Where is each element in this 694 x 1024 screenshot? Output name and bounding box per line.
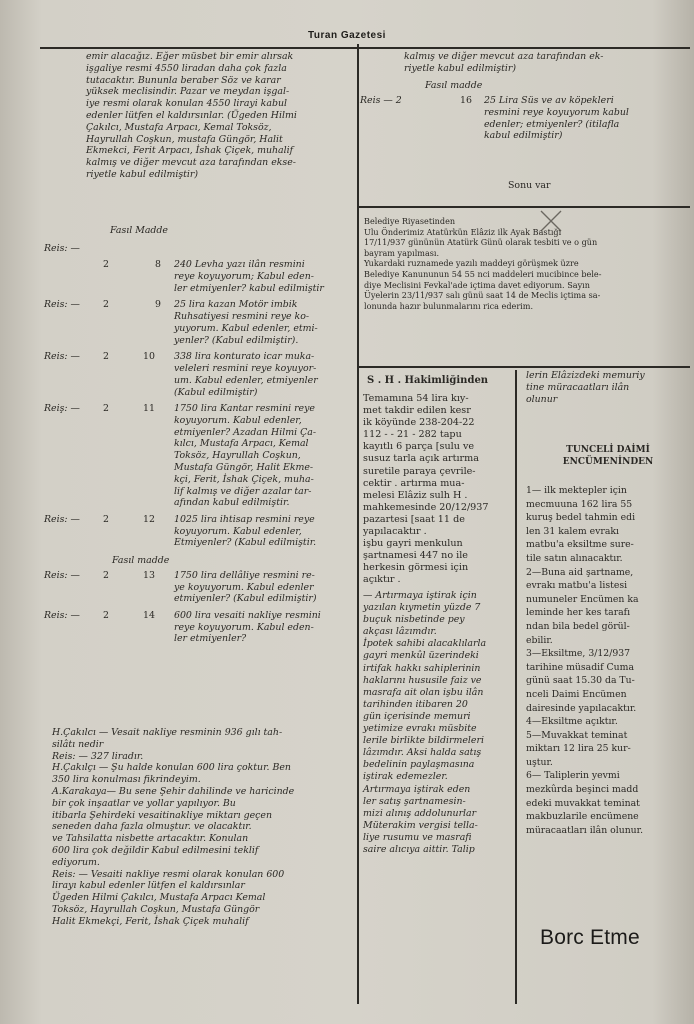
masthead: Turan Gazetesi: [308, 30, 386, 41]
tunceli-line: günü saat 15.30 da Tu-: [526, 675, 635, 687]
tunceli-line: mezkûrda beşinci madd: [526, 784, 639, 796]
intro-line: emir alacağız. Eğer müsbet bir emir alırsak: [86, 51, 294, 62]
entry-line: 1025 lira ihtisap resmini reye: [174, 513, 315, 525]
col2-entry-line: resmini reye koyuyorum kabul: [484, 106, 629, 118]
entry-line: yenler? (Kabul edilmiştir).: [174, 334, 299, 346]
entry-fasil: 2: [103, 569, 109, 581]
entry-body: [174, 570, 356, 605]
tail-line: 600 lira çok değildir Kabul edilmesini teklif: [52, 844, 259, 856]
tunceli-line: 1— ilk mektepler için: [526, 485, 627, 496]
tunceli-line: 5—Muvakkat teminat: [526, 729, 628, 741]
hakim-title: S . H . Hakimliğinden: [367, 375, 489, 386]
entry-label: Reis: —: [44, 609, 80, 621]
intro-line: Hayrullah Coşkun, mustafa Güngör, Halit: [86, 133, 283, 145]
column1-fasil-madde-header-2: Fasıl madde: [112, 554, 170, 566]
tunceli-line: evrakı matbu'a listesi: [526, 580, 628, 592]
tail-line: Reis: — Vesaiti nakliye resmi olarak konulan 600: [52, 868, 285, 880]
hakim-italic-line: İpotek sahibi alacaklılarla: [363, 638, 487, 650]
entry-line: 25 lira kazan Motör imbik: [174, 299, 298, 311]
tunceli-line: uştur.: [526, 756, 553, 768]
hakim-italic-line: bedelinin paylaşmasına: [363, 759, 475, 771]
hakim-italic-line: iştirak edemezler.: [363, 771, 448, 783]
entry-fasil: 2: [103, 403, 109, 414]
hakim-line: 112 - - 21 - 282 tapu: [363, 429, 462, 441]
column-divider-1: [357, 44, 359, 1004]
entry-madde: 11: [143, 403, 155, 414]
hakim-italic-line: buçuk nisbetinde pey: [363, 614, 465, 626]
tail-line: silâtı nedir: [52, 738, 104, 750]
belediye-line: 17/11/937 gününün Atatürk Günü olarak tesbiti ve o gün: [364, 237, 598, 248]
entry-body: [174, 403, 356, 509]
tunceli-line: kuruş bedel tahmin edi: [526, 512, 636, 524]
intro-line: Çakılcı, Mustafa Arpacı, Kemal Toksöz,: [86, 121, 272, 133]
entry-label: Reis: —: [44, 569, 80, 581]
tail-line: Reis: — 327 liradır.: [52, 750, 144, 762]
entry-line: Mustafa Güngör, Halit Ekme-: [174, 461, 314, 473]
col2-entry-line: edenler; etmiyenler? (itilafla: [484, 118, 620, 130]
entry-label: Reis: —: [44, 351, 80, 363]
tunceli-line: 4—Eksiltme açıktır.: [526, 716, 618, 728]
hakim-italic-line: — Artırmaya iştirak için: [363, 590, 477, 601]
tunceli-line: leminde her kes tarafı: [526, 607, 631, 619]
hakim-line: suretile paraya çevrile-: [363, 465, 476, 477]
hakim-italic-line: gün içerisinde memuri: [363, 710, 471, 722]
hakim-body: [363, 393, 513, 587]
entry-line: Ruhsatiyesi resmini reye ko-: [174, 311, 310, 323]
tunceli-line: dairesinde yapılacaktır.: [526, 702, 637, 714]
hakim-italic-line: saire alıcıya aittir. Talip: [363, 843, 475, 855]
hakim-italic-line: tarihinden itibaren 20: [363, 698, 468, 710]
hakim-italic-line: yetimize evrakı müsbite: [363, 723, 477, 735]
entry-body: [174, 610, 356, 645]
tail-line: 350 lira konulması fikrindeyim.: [52, 774, 201, 786]
tail-line: lirayı kabul edenler lütfen el kaldırsınlar: [52, 880, 245, 892]
belediye-line: Belediye Riyasetinden: [364, 216, 456, 226]
col2-entry-line: kabul edilmiştir): [484, 130, 563, 142]
hakim-line: açıktır .: [363, 574, 401, 586]
hakim-italic-line: ler satış şartnamesin-: [363, 795, 466, 807]
tunceli-title: [526, 445, 690, 469]
hakim-line: kayıtlı 6 parça [sulu ve: [363, 441, 475, 453]
hakim-italic-line: yazılan kıymetin yüzde 7: [363, 602, 481, 614]
hakim-line: pazartesi [saat 11 de: [363, 513, 465, 525]
entry-line: 240 Levha yazı ilân resmini: [174, 259, 305, 271]
entry-line: kılcı, Mustafa Arpacı, Kemal: [174, 438, 309, 450]
entry-fasil: 2: [103, 299, 109, 311]
belediye-line: Belediye Kanununun 54 55 nci maddeleri mucibince bele-: [364, 268, 602, 279]
tail-line: Ügeden Hilmi Çakılcı, Mustafa Arpacı Kemal: [52, 892, 266, 904]
entry-line: kçi, Ferit, İshak Çiçek, muha-: [174, 473, 314, 485]
intro-line: edenler lütfen el kaldırsınlar. (Ügeden Hilmi: [86, 109, 297, 121]
tail-line: ve Tahsilatta nisbette artacaktır. Konulan: [52, 833, 249, 845]
entry-label: Reiş: —: [44, 403, 80, 414]
entry-line: koyuyorum. Kabul edenler,: [174, 525, 302, 537]
hakim-italic-line: irtifak hakkı sahiplerinin: [363, 662, 481, 674]
hakim-line: yapılacaktır .: [363, 526, 427, 538]
entry-fasil: 2: [103, 351, 109, 363]
col2-entry-line: 25 Lira Süs ve av köpekleri: [484, 95, 614, 106]
tunceli-line: ebilir.: [526, 634, 553, 646]
tail-line: Toksöz, Hayrullah Coşkun, Mustafa Güngör: [52, 903, 260, 915]
tunceli-line: 3—Eksiltme, 3/12/937: [526, 648, 631, 660]
tail-line: Halit Ekmekçi, Ferit, İshak Çiçek muhalif: [52, 915, 249, 927]
tunceli-line: miktarı 12 lira 25 kur-: [526, 743, 631, 755]
hakim-italic-line: Müterakim vergisi tella-: [363, 819, 478, 831]
tail-line: ediyorum.: [52, 856, 100, 868]
entry-line: lif kalmış ve diğer azalar tar-: [174, 485, 312, 497]
intro-line: kalmış ve diğer mevcut aza tarafından ekse-: [86, 157, 296, 169]
hakim-body-italic: [363, 590, 513, 856]
hakim-italic-line: masrafa ait olan işbu ilân: [363, 686, 484, 698]
col2-line: riyetle kabul edilmiştir): [404, 62, 517, 74]
intro-line: riyetle kabul edilmiştir): [86, 168, 199, 180]
hakim-italic-line: akçası lâzımdır.: [363, 626, 437, 638]
entry-line: ye koyuyorum. Kabul edenler: [174, 581, 314, 593]
column-divider-2: [515, 370, 517, 1004]
hakim-italic-line: Artırmaya iştirak eden: [363, 783, 471, 795]
entry-line: 600 lira vesaiti nakliye resmini: [174, 609, 321, 621]
tunceli-line: tile satın alınacaktır.: [526, 552, 623, 564]
belediye-line: diye Meclisini Fevkal'ade içtima davet ediyorum. Sayın: [364, 279, 590, 290]
tunceli-line: tarihine müsadif Cuma: [526, 661, 634, 673]
tunceli-line: makbuzlarile encümene: [526, 811, 639, 823]
hakim-italic-line: mizi alınış addolunurlar: [363, 807, 477, 819]
tunceli-line: nceli Daimi Encümen: [526, 688, 627, 700]
entry-fasil: 2: [103, 259, 109, 271]
hakim-line: met takdir edilen kesr: [363, 405, 471, 417]
column2-entry-madde: 16: [460, 95, 472, 106]
tail-line: H.Çakılçı — Şu halde konulan 600 lira çoktur. Ben: [52, 762, 291, 774]
tunceli-title-line: ENCÜMENİNDEN: [562, 456, 654, 467]
tunceli-line: numuneler Encümen ka: [526, 593, 639, 605]
column2-top: [404, 51, 690, 75]
belediye-line: Üyelerin 23/11/937 salı günü saat 14 de Meclis içtima sa-: [364, 290, 601, 301]
intro-line: Ekmekci, Ferit Arpacı, İshak Çiçek, muhalif: [86, 145, 294, 157]
entry-line: ler etmiyenler? kabul edilmiştir: [174, 282, 324, 294]
entry-line: Etmiyenler? (Kabul edilmiştir.: [174, 537, 317, 549]
entry-madde: 8: [155, 259, 161, 271]
hakim-line: ik köyünde 238-204-22: [363, 417, 475, 429]
intro-line: işgaliye resmi 4550 liradan daha çok fazla: [86, 62, 287, 74]
tail-line: itibarla Şehirdeki vesaitinakliye miktarı geçen: [52, 809, 273, 821]
hakim-line: susuz tarla açık artırma: [363, 453, 479, 465]
entry-fasil: 2: [103, 609, 109, 621]
hakim-italic-line: haklarını hususile faiz ve: [363, 674, 482, 686]
entry-line: Toksöz, Hayrullah Coşkun,: [174, 450, 301, 462]
col4-line: tine müracaatları ilân: [526, 381, 630, 393]
belediye-line: Ulu Önderimiz Atatürkün Elâziz ilk Ayak Bastığı: [364, 226, 562, 237]
col4-line: lerin Elâzizdeki memuriy: [526, 370, 645, 381]
entry-line: yuyorum. Kabul edenler, etmi-: [174, 322, 318, 334]
entry-line: reye koyuyorum. Kabul eden-: [174, 621, 314, 633]
column2-entry-body: [484, 95, 690, 142]
sonu-var: Sonu var: [508, 180, 551, 191]
entry-line: 1750 lira dellâliye resmini re-: [174, 569, 315, 581]
intro-line: iye resmi olarak konulan 4550 lirayi kabul: [86, 98, 287, 110]
entry-line: etmiyenler? (Kabul edilmiştir): [174, 593, 317, 605]
entry-line: reye koyuyorum; Kabul eden-: [174, 271, 314, 283]
entry-line: afından kabul edilmiştir.: [174, 497, 290, 509]
sonu-rule: [358, 206, 690, 208]
hakim-line: herkesin görmesi için: [363, 562, 469, 574]
entry-line: veleleri resmini reye koyuyor-: [174, 362, 317, 374]
top-rule: [40, 47, 690, 49]
tail-line: H.Çakılcı — Vesait nakliye resminin 936 gılı tah-: [52, 727, 283, 738]
entry-label: Reis: —: [44, 243, 80, 254]
hakim-line: şartnamesi 447 no ile: [363, 550, 468, 562]
borc-etme-ad: Borc Etme: [540, 926, 640, 949]
intro-line: yüksek meclisindir. Pazar ve meydan işgal-: [86, 86, 290, 98]
hakim-line: cektir . artırma mua-: [363, 477, 465, 489]
entry-line: um. Kabul edenler, etmiyenler: [174, 374, 318, 386]
entry-line: etmiyenler? Azadan Hilmi Ça-: [174, 426, 316, 438]
col4-line: olunur: [526, 393, 558, 405]
entry-body: [174, 514, 356, 549]
column2-fasil-madde-header: Fasıl madde: [425, 80, 483, 91]
entry-label: Reis: —: [44, 299, 80, 311]
entry-madde: 12: [143, 513, 155, 525]
column1-fasil-madde-header: Fasıl Madde: [110, 225, 168, 236]
tunceli-title-line: TUNCELİ DAİMİ: [566, 445, 650, 455]
belediye-rule: [358, 366, 690, 368]
column4-top: [526, 370, 690, 405]
entry-fasil: 2: [103, 513, 109, 525]
hakim-italic-line: lâzımdır. Aksi halda satış: [363, 747, 482, 759]
entry-madde: 14: [143, 609, 155, 621]
tunceli-line: matbu'a eksiltme sure-: [526, 539, 634, 551]
entry-madde: 9: [155, 299, 161, 311]
entry-line: 1750 lira Kantar resmini reye: [174, 403, 315, 414]
tunceli-line: 2—Buna aid şartname,: [526, 566, 634, 578]
column2-entry-label: Reis — 2: [360, 95, 402, 106]
belediye-line: lonunda hazır bulunmalarını rica ederim.: [364, 300, 534, 311]
entry-madde: 13: [143, 569, 155, 581]
tunceli-line: 6— Taliplerin yevmi: [526, 770, 620, 782]
belediye-line: bayram yapılması.: [364, 247, 440, 258]
entry-line: (Kabul edilmiştir): [174, 386, 258, 398]
tail-line: seneden daha fazla olmuştur. ve olacaktır.: [52, 821, 252, 833]
hakim-italic-line: lerile birlikte bildirmeleri: [363, 735, 484, 747]
tunceli-line: edeki muvakkat teminat: [526, 797, 640, 809]
tail-line: bir çok inşaatlar ve yollar yapılıyor. Bu: [52, 797, 236, 809]
col2-line: kalmış ve diğer mevcut aza tarafından ek-: [404, 51, 604, 62]
tunceli-line: len 31 kalem evrakı: [526, 525, 619, 537]
tail-line: A.Karakaya— Bu sene Şehir dahilinde ve haricinde: [52, 785, 295, 797]
tunceli-line: mecmuuna 162 lira 55: [526, 498, 633, 510]
column1-intro: [86, 51, 354, 181]
column1-tail: [52, 727, 356, 928]
entry-body: [174, 299, 356, 346]
hakim-italic-line: gayri menkûl üzerindeki: [363, 650, 479, 662]
entry-line: 338 lira konturato icar muka-: [174, 351, 315, 363]
entry-label: Reis: —: [44, 513, 80, 525]
entry-body: [174, 351, 356, 398]
belediye-notice: [364, 216, 690, 311]
tunceli-line: müracaatları ilân olunur.: [526, 824, 644, 836]
entry-line: ler etmiyenler?: [174, 633, 247, 645]
hakim-line: mahkemesinde 20/12/937: [363, 501, 489, 513]
hakim-italic-line: liye rusumu ve masrafi: [363, 831, 472, 843]
entry-line: koyuyorum. Kabul edenler,: [174, 414, 302, 426]
intro-line: tutacaktır. Bununla beraber Söz ve karar: [86, 74, 281, 86]
tunceli-line: ndan bila bedel görül-: [526, 620, 630, 632]
entry-madde: 10: [143, 351, 155, 363]
hakim-line: işbu gayri menkulun: [363, 538, 463, 550]
hakim-line: Temamına 54 lira kıy-: [363, 393, 469, 404]
tunceli-body: [526, 484, 690, 837]
hakim-line: melesi Elâziz sulh H .: [363, 489, 468, 501]
entry-body: [174, 259, 356, 294]
belediye-line: Yukardaki ruznamede yazılı maddeyi görüşmek üzre: [364, 258, 579, 269]
